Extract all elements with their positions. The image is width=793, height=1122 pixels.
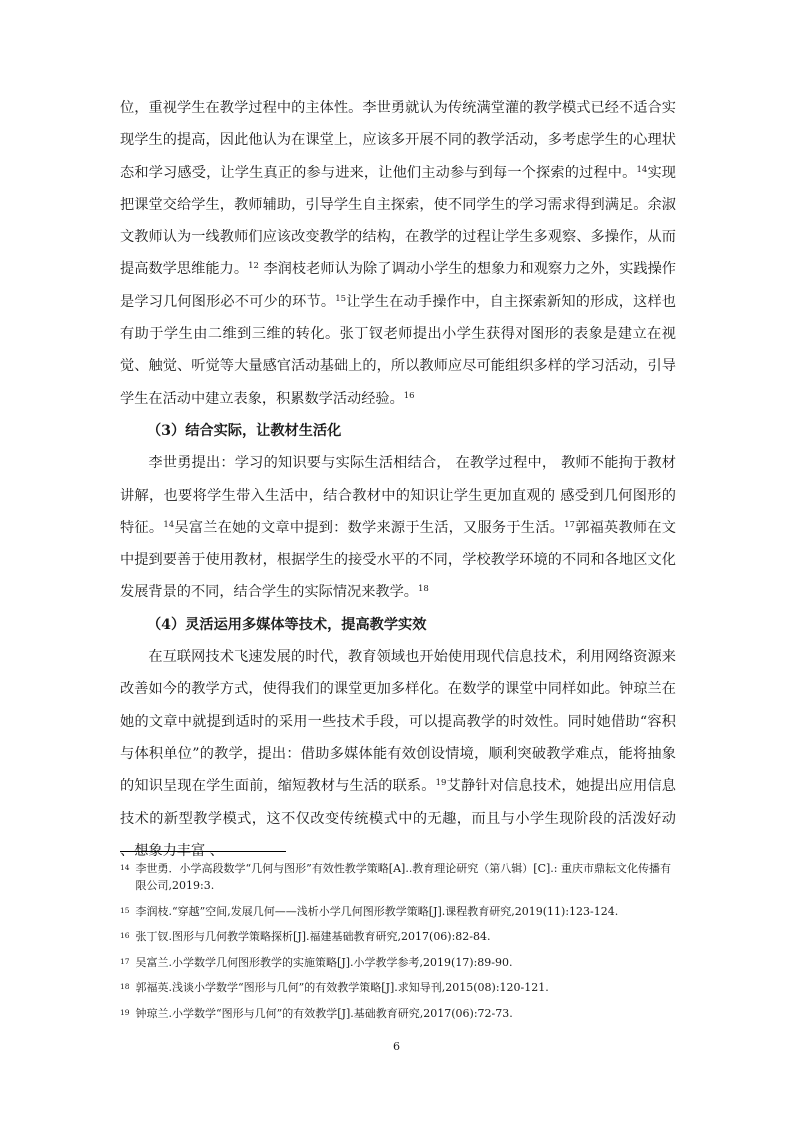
footnote-text: 钟琼兰.小学数学“图形与几何”的有效教学[J].基础教育研究,2017(06):72-73.: [135, 1006, 513, 1020]
citation-ref: 18: [417, 584, 429, 595]
text-run: 李世勇提出：学习的知识要与实际生活相结合， 在教学过程中， 教师不能拘于教材讲解，也要将学生带入生活中，结合教材中的知识让学生更加直观的 感受到几何图形的特征。: [120, 455, 676, 536]
footnote: [120, 954, 676, 971]
citation-ref: 15: [335, 293, 347, 304]
footnote: [120, 928, 676, 945]
paragraph-3: [120, 641, 676, 867]
footnote-number: 17: [120, 956, 130, 966]
text-run: 艾静针对信息技术，她提出应用信息技术的新型教学模式，这不仅改变传统模式中的无趣，而且与小学生现阶段的活泼好动 、想象力丰富 、: [120, 778, 676, 859]
footnote-number: 19: [120, 1007, 130, 1017]
footnote-number: 15: [120, 905, 130, 915]
footnote: [120, 903, 676, 920]
footnote-separator: [120, 851, 286, 852]
footnote-text: 李世勇．小学高段数学“几何与图形”有效性教学策略[A]..教育理论研究（第八辑）[C].: 重庆市鼎耘文化传播有限公司,2019:3.: [135, 862, 672, 892]
footnote: [120, 1005, 676, 1022]
citation-ref: 17: [564, 519, 575, 530]
citation-ref: 12: [248, 261, 259, 272]
footnotes: [120, 860, 676, 1030]
text-run: 位，重视学生在教学过程中的主体性。李世勇就认为传统满堂灌的教学模式已经不适合实现学生的提高，因此他认为在课堂上，应该多开展不同的教学活动，多考虑学生的心理状态和学习感受，让学生真正的参与进来，让他们主动参与到每一个探索的过程中。: [120, 100, 676, 181]
footnote-number: 14: [120, 863, 130, 872]
footnote: [120, 860, 676, 894]
page-number: 6: [393, 1040, 400, 1053]
text-run: 郭福英教师在文中提到要善于使用教材，根据学生的接受水平的不同，学校教学环境的不同和各地区文化发展背景的不同，结合学生的实际情况来教学。: [120, 519, 676, 601]
citation-ref: 16: [403, 390, 415, 401]
text-run: 李润枝老师认为除了调动小学生的想象力和观察力之外，实践操作是学习几何图形必不可少的环节。: [120, 261, 676, 310]
footnote-number: 16: [120, 931, 130, 940]
main-text: [120, 92, 676, 867]
footnote-text: 李润枝.“穿越”空间,发展几何——浅析小学几何图形教学策略[J].课程教育研究,2019(11):123-124.: [135, 904, 619, 918]
section-heading-4: （4）灵活运用多媒体等技术，提高教学实效: [146, 616, 427, 633]
footnote-text: 吴富兰.小学数学几何图形教学的实施策略[J].小学教学参考,2019(17):89-90.: [135, 955, 513, 969]
footnote-text: 张丁钗.图形与几何教学策略探析[J].福建基础教育研究,2017(06):82-84.: [135, 930, 491, 943]
citation-ref: 19: [435, 778, 447, 789]
footnote-text: 郭福英.浅谈小学数学“图形与几何”的有效教学策略[J].求知导刊,2015(08):120-121.: [135, 981, 549, 994]
text-run: 在互联网技术飞速发展的时代，教育领域也开始使用现代信息技术，利用网络资源来改善如今的教学方式，使得我们的课堂更加多样化。在数学的课堂中同样如此。钟琼兰在她的文章中就提到适时的采用一些技术手段，可以提高教学的时效性。同时她借助“容积与体积单位”的教学，提出：借助多媒体能有效创设情境，顺利突破教学难点，能将抽象的知识呈现在学生面前，缩短教材与生活的联系。: [120, 649, 676, 795]
footnote: [120, 979, 676, 996]
text-run: 实现把课堂交给学生，教师辅助，引导学生自主探索，使不同学生的学习需求得到满足。余淑文教师认为一线教师们应该改变教学的结构，在教学的过程让学生多观察、多操作，从而提高数学思维能力。: [120, 164, 676, 278]
text-run: 吴富兰在她的文章中提到：数学来源于生活，又服务于生活。: [174, 519, 565, 536]
paragraph-2: [120, 447, 676, 608]
section-heading-3: （3）结合实际，让教材生活化: [146, 422, 342, 439]
paragraph-1: [120, 92, 676, 415]
text-run: 让学生在动手操作中，自主探索新知的形成，这样也有助于学生由二维到三维的转化。张丁钗老师提出小学生获得对图形的表象是建立在视觉、触觉、听觉等大量感官活动基础上的，所以教师应尽可能组织多样的学习活动，引导学生在活动中建立表象，积累数学活动经验。: [120, 293, 676, 407]
citation-ref: 14: [636, 164, 648, 175]
footnote-number: 18: [120, 982, 130, 991]
citation-ref: 14: [163, 519, 175, 530]
